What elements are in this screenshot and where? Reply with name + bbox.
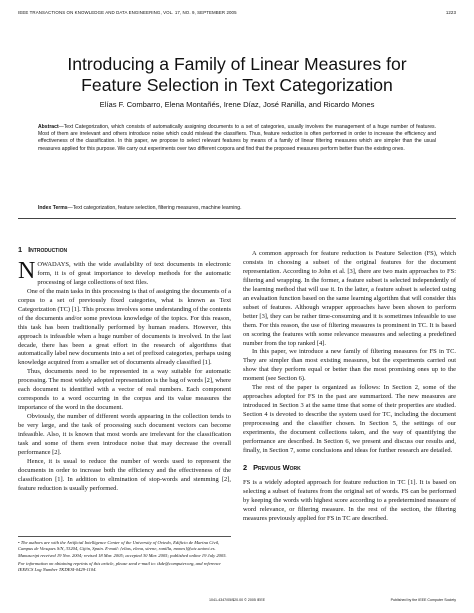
footnote-manuscript: Manuscript received 19 Nov. 2004; revised 18 Mar. 2005; accepted 30 Mar. 2005; published online 19 July 2005. xyxy=(18,553,227,559)
section-1-number: 1 xyxy=(18,245,23,254)
header-divider xyxy=(18,218,456,219)
copyright-code: 1041-4347/05/$20.00 © 2005 IEEE xyxy=(209,598,265,602)
authors: Elías F. Combarro, Elena Montañés, Irene Díaz, José Ranilla, and Ricardo Mones xyxy=(99,100,375,109)
abstract-label: Abstract xyxy=(38,124,59,130)
paper-title xyxy=(0,54,474,96)
section-2-number: 2 xyxy=(243,462,248,472)
abstract-text: —Text Categorization, which consists of automatically assigning documents to a set of categories, usually involves the management of a huge number of features. Most of them are irrelevant and others introduce noise which could mislead the classifiers. Thus, feature reduction is often performed in order to increase the efficiency and effectiveness of the classification. In this paper, we propose to select relevant features by means of a family of linear filtering measures which are simpler than the usual measures applied for this purpose. We carry out experiments over two different corpora and find that the proposed measures perform better than the existing ones. xyxy=(38,124,436,152)
publisher-line: Published by the IEEE Computer Society xyxy=(390,598,456,602)
journal-header: IEEE TRANSACTIONS ON KNOWLEDGE AND DATA ENGINEERING, VOL. 17, NO. 9, SEPTEMBER 2005 xyxy=(18,10,237,15)
intro-paragraph-6: A common approach for feature reduction is Feature Selection (FS), which consists in choosing a subset of the original features for the document representation. According to John et al. [3], there are two main approaches to FS: filtering and wrapping. In the former, a feature subset is selected independently of the learning method that will use it. In the latter, a feature subset is selected using an evaluation function based on the same learning algorithm that will consider this subset of features. Although wrapper approaches have been shown to perform better [3], they can be rather time-consuming and it is sometimes infeasible to use them. For this reason, the use of filtering measures is prominent in TC. It is based on scoring the features with some relevance measures and selecting a predefined number from the top ranked [4]. xyxy=(243,250,456,347)
intro-paragraph-1 xyxy=(18,257,231,288)
title-line-1: Introducing a Family of Linear Measures for xyxy=(67,54,407,74)
intro-paragraph-2: One of the main tasks in this processing is that of assigning the documents of a corpus to a set of previously fixed categories, what is known as Text Categorization (TC) [1]. This process involves some understanding of the contents of the documents and/or some previous knowledge of the topics. For this reason, this task has been traditionally performed by human readers. However, this approach is infeasible when a huge number of documents is involved. In the last decade, there has been a great effort in the research of algorithms that automatically label new documents into a set of prefixed categories, perhaps using knowledge acquired from a smaller set of documents already classified [1]. xyxy=(18,287,231,367)
intro-paragraph-7: In this paper, we introduce a new family of filtering measures for FS in TC. They are simpler than most existing measures, but the experiments carried out show that they perform equal or better than the most promising ones up to the moment (see Section 6). xyxy=(243,348,456,383)
footnote-reprints: For information on obtaining reprints of this article, please send e-mail to: tkde@computer.org, and reference IEEECS Log Number TKDESI-0429-1104. xyxy=(18,560,221,572)
drop-cap-word: OWADAYS xyxy=(37,260,69,268)
right-column xyxy=(243,250,456,524)
index-terms xyxy=(38,205,436,212)
intro-paragraph-1-text: , with the wide availability of text documents in electronic form, it is of great importance to develop methods for the automatic processing of large collections of text files. xyxy=(37,260,231,286)
intro-paragraph-8: The rest of the paper is organized as follows: In Section 2, some of the approaches adopted for FS in the past are summarized. The new measures are introduced in Section 3 at the same time that some of their properties are studied. Section 4 is devoted to describe the system used for TC, including the document preprocessing and the classifier chosen. In Section 5, the settings of our experiments, the document collections taken, and the way of quantifying the performance are described. In Section 6, we present and discuss our results and, finally, in Section 7, some conclusions and ideas for further research are detailed. xyxy=(243,384,456,454)
previous-work-paragraph-1: FS is a widely adopted approach for feature reduction in TC [1]. It is based on selecting a subset of features from the original set of words. FS can be performed by keeping the words with highest score according to a predetermined measure of word relevance, or filtering measure. In the rest of the section, the filtering measures previously applied for FS in TC are described. xyxy=(243,478,456,522)
section-2-heading xyxy=(243,464,456,473)
intro-paragraph-4: Obviously, the number of different words appearing in the collection tends to be very large, and the task of processing such document vectors can become infeasible. Also, it is known that most words are irrelevant for the classification task and some of them even introduce noise that may decrease the overall performance [2]. xyxy=(18,413,231,456)
section-1-title: Introduction xyxy=(28,245,68,254)
intro-paragraph-5: Hence, it is usual to reduce the number of words used to represent the documents in order to increase both the efficiency and the effectiveness of the classification [1]. In addition to elimination of stop-words and stemming [2], feature reduction is usually performed. xyxy=(18,457,231,492)
abstract xyxy=(38,124,436,153)
section-1-heading xyxy=(18,246,231,255)
section-2-title: Previous Work xyxy=(253,462,301,472)
page-number: 1223 xyxy=(445,10,456,15)
footnote-affiliation: • The authors are with the Artificial Intelligence Center of the University of Oviedo, Edificio de Marina Civil, Campus de Viesques S/N, 33204, Gijón, Spain. E-mail: {elias, elena, sirene, ranilla, mones}@aic.uniovi.es. xyxy=(18,540,220,552)
index-terms-text: —Text categorization, feature selection, filtering measures, machine learning. xyxy=(67,205,242,211)
title-line-2: Feature Selection in Text Categorization xyxy=(81,75,393,95)
drop-cap: N xyxy=(18,257,36,284)
footnotes xyxy=(18,536,231,574)
index-terms-label: Index Terms xyxy=(38,205,68,211)
left-column xyxy=(18,246,231,494)
intro-paragraph-3: Thus, documents need to be represented in a way suitable for automatic processing. The most widely adopted representation is the bag of words [2], where each document is identified with a vector of real numbers. Each component corresponds to a word occurring in the corpus and its value measures the importance of the word in the document. xyxy=(18,368,231,412)
running-header xyxy=(18,10,456,15)
